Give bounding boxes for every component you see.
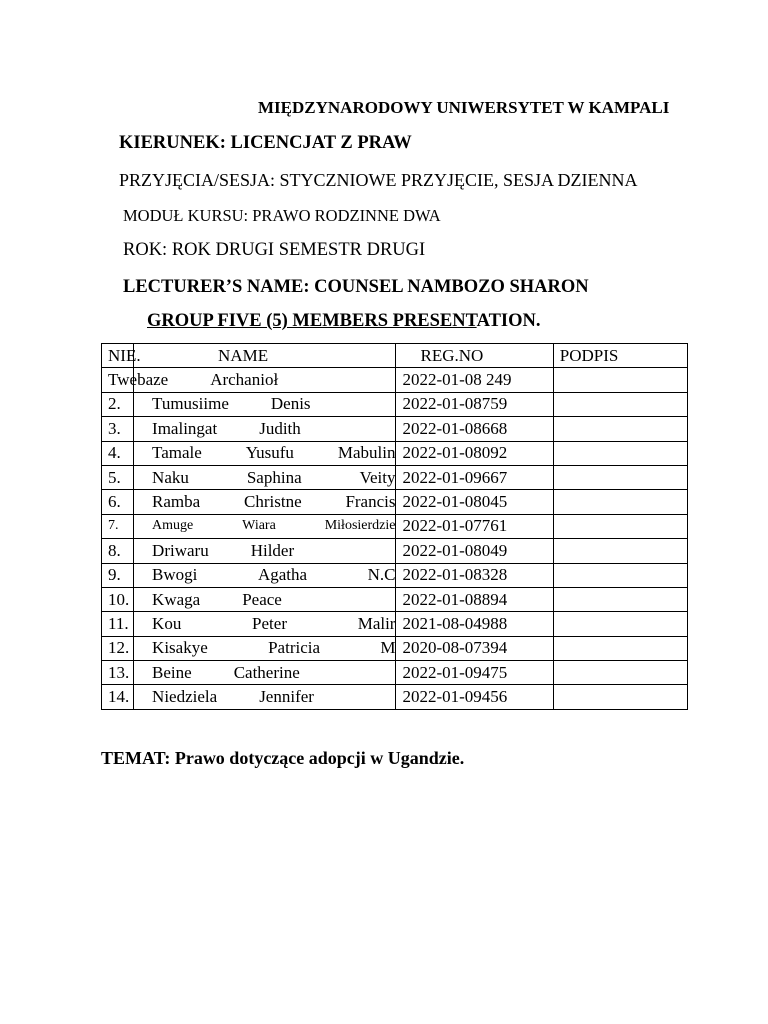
member-name [134,441,396,465]
signature-cell [553,465,687,489]
member-name-part: Miłosierdzie [324,518,396,534]
member-name-part: Imalingat [152,418,218,438]
signature-cell [553,661,687,685]
row-number: 13. [102,661,134,685]
table-row [102,612,688,636]
member-name-part: Denis [270,394,311,414]
signature-cell [553,539,687,563]
table-row [102,441,688,465]
programme-line: KIERUNEK: LICENCJAT Z PRAW [119,133,412,153]
group-heading-underlined: GROUP FIVE (5) MEMBERS PRESENT [147,311,477,331]
table-row [102,392,688,416]
year-semester-line: ROK: ROK DRUGI SEMESTR DRUGI [123,240,426,260]
member-name-part: Kisakye [152,638,208,658]
member-name [134,392,396,416]
signature-cell [553,685,687,709]
member-name-part: Niedziela [152,687,218,707]
member-name-part: Mabulin [337,443,396,463]
member-name [134,563,396,587]
presentation-topic: TEMAT: Prawo dotyczące adopcji w Ugandzie. [101,748,465,768]
university-title: MIĘDZYNARODOWY UNIWERSYTET W KAMPALI [258,98,670,117]
reg-number: 2022-01-08894 [396,587,553,611]
table-header-row [102,344,688,368]
header-name: NAME [134,344,396,368]
signature-cell [553,368,687,392]
reg-number: 2022-01-08092 [396,441,553,465]
signature-cell [553,392,687,416]
member-name-part: Kwaga [152,589,201,609]
row-number: 10. [102,587,134,611]
member-name-part: Ramba [152,492,201,512]
table-row [102,587,688,611]
reg-number: 2022-01-08328 [396,563,553,587]
member-name [108,368,396,392]
table-row [102,685,688,709]
reg-number: 2022-01-09456 [396,685,553,709]
signature-cell [553,441,687,465]
signature-cell [553,490,687,514]
intake-session-line: PRZYJĘCIA/SESJA: STYCZNIOWE PRZYJĘCIE, SESJA DZIENNA [119,170,638,190]
signature-cell [553,612,687,636]
member-name-part: Tamale [152,443,202,463]
member-name [134,612,396,636]
member-name-part: Veity [359,467,396,487]
table-row [102,563,688,587]
row-number: 11. [102,612,134,636]
reg-number: 2022-01-08045 [396,490,553,514]
course-module-line: MODUŁ KURSU: PRAWO RODZINNE DWA [123,206,441,225]
member-name [134,636,396,660]
members-table-body [102,368,688,709]
row-number: 7. [102,514,134,538]
member-name-part: N.C [367,565,396,585]
member-name-part: Agatha [257,565,308,585]
header-signature: PODPIS [553,344,687,368]
lecturer-name-line: LECTURER’S NAME: COUNSEL NAMBOZO SHARON [123,277,589,297]
row-number: 12. [102,636,134,660]
member-name-part: Beine [152,662,192,682]
row-number: 14. [102,685,134,709]
signature-cell [553,636,687,660]
member-name-part: Naku [152,467,189,487]
member-name-part: Peace [242,589,282,609]
member-name-part: Malir [357,613,396,633]
group-heading-rest: ATION. [476,311,541,331]
reg-number: 2022-01-09667 [396,465,553,489]
signature-cell [553,587,687,611]
member-name [134,539,396,563]
member-name-part: Yusufu [245,443,294,463]
member-name-part: Tumusiime [152,394,229,414]
table-row [102,514,688,538]
member-name-part: Amuge [152,518,194,534]
header-reg-no: REG.NO [396,344,553,368]
reg-number: 2022-01-07761 [396,514,553,538]
row-number: 8. [102,539,134,563]
signature-cell [553,563,687,587]
reg-number: 2022-01-08049 [396,539,553,563]
member-name-part: Bwogi [152,565,198,585]
member-name [134,587,396,611]
member-name-part: Twebaze [108,370,169,390]
reg-number: 2021-08-04988 [396,612,553,636]
member-name [134,685,396,709]
member-name-part: Francis [345,492,396,512]
member-name [134,514,396,538]
row-number: 3. [102,417,134,441]
reg-number: 2022-01-08668 [396,417,553,441]
member-name-part: Patricia [268,638,321,658]
reg-number: 2022-01-09475 [396,661,553,685]
row-number: 9. [102,563,134,587]
table-row [102,539,688,563]
member-name-part: Judith [259,418,301,438]
member-name-part: Archanioł [210,370,279,390]
member-name-part: Kou [152,613,182,633]
member-name-part: Driwaru [152,540,209,560]
member-name-part: Catherine [233,662,300,682]
member-name [134,465,396,489]
member-name-part: Hilder [250,540,295,560]
member-name [134,417,396,441]
member-name-part: Wiara [242,518,276,534]
members-table [101,343,688,710]
member-name-part: Christne [244,492,302,512]
row-number: 6. [102,490,134,514]
header-number: NIE. [102,344,134,368]
member-name [134,661,396,685]
table-row [102,368,688,392]
table-row [102,490,688,514]
member-name-part: Jennifer [259,687,314,707]
member-name-part: M [380,638,396,658]
reg-number: 2022-01-08759 [396,392,553,416]
table-row [102,636,688,660]
reg-number: 2020-08-07394 [396,636,553,660]
row-number: 4. [102,441,134,465]
signature-cell [553,417,687,441]
table-row [102,417,688,441]
row-number: 2. [102,392,134,416]
row-number: 5. [102,465,134,489]
table-row [102,465,688,489]
reg-number: 2022-01-08 249 [396,368,553,392]
group-heading [147,311,541,332]
member-name [134,490,396,514]
signature-cell [553,514,687,538]
table-row [102,661,688,685]
member-name-part: Peter [252,613,287,633]
member-name-part: Saphina [246,467,302,487]
